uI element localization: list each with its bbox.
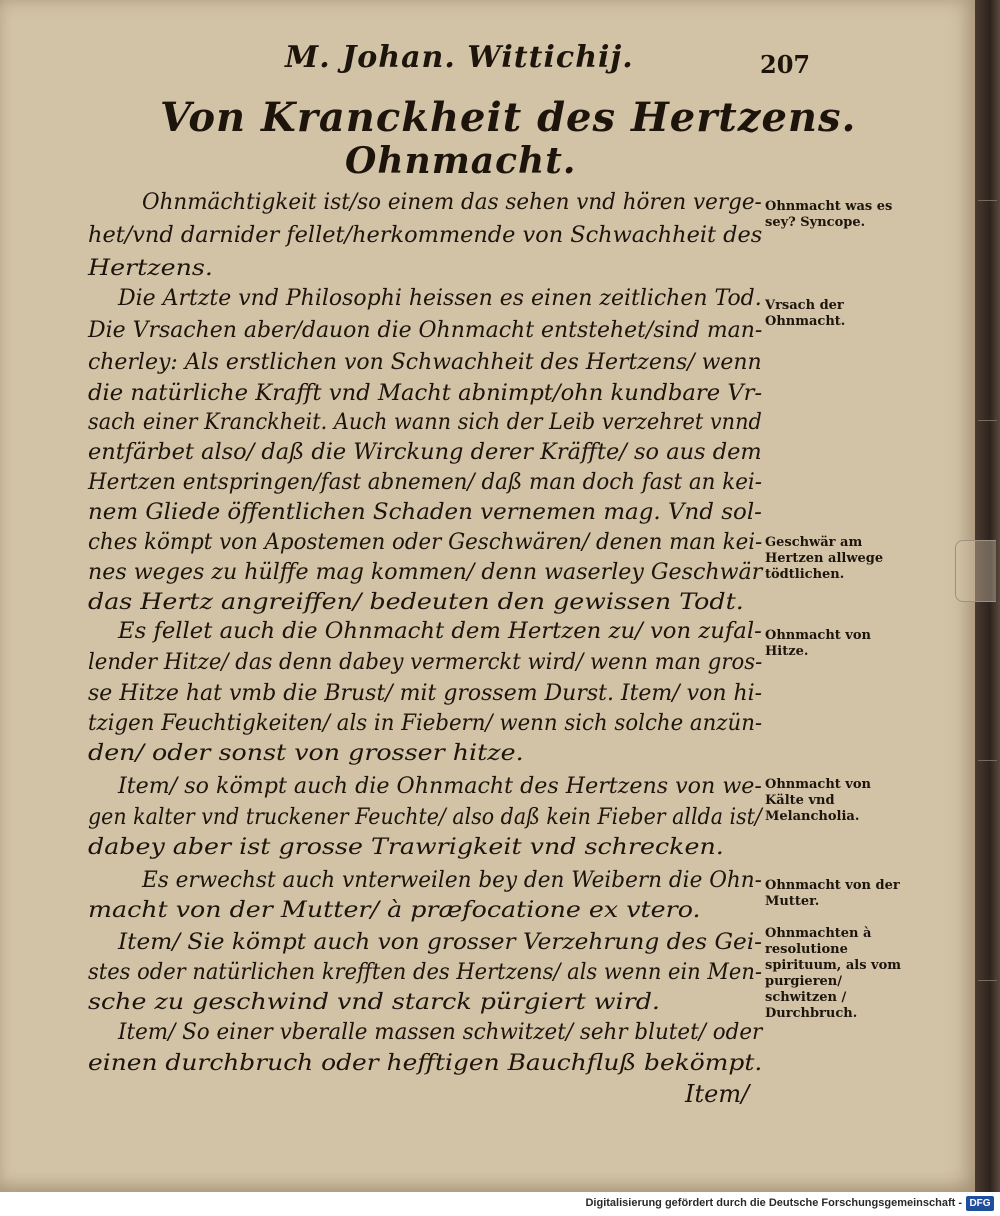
text-line: Item/ Sie kömpt auch von grosser Verzehrung des Gei- xyxy=(118,930,762,955)
margin-note: Ohnmacht von Kälte vnd Melancholia. xyxy=(765,777,871,824)
text-line: cherley: Als erstlichen von Schwachheit des Hertzens/ wenn xyxy=(88,350,762,375)
text-line: se Hitze hat vmb die Brust/ mit grossem Durst. Item/ von hi- xyxy=(88,681,763,706)
text-line: Ohnmächtigkeit ist/so einem das sehen vnd hören verge- xyxy=(142,190,762,215)
page-edge-line xyxy=(978,760,997,761)
text-line: Hertzens. xyxy=(88,256,213,281)
text-line: Es fellet auch die Ohnmacht dem Hertzen zu/ von zufal- xyxy=(118,619,762,644)
page-edge-line xyxy=(978,980,997,981)
text-line: einen durchbruch oder hefftigen Bauchfluß bekömpt. xyxy=(88,1051,763,1076)
catchword: Item/ xyxy=(685,1080,750,1108)
text-line: het/vnd darnider fellet/herkommende von Schwachheit des xyxy=(88,223,763,248)
text-line: Item/ so kömpt auch die Ohnmacht des Hertzens von we- xyxy=(118,774,762,799)
text-line: das Hertz angreiffen/ bedeuten den gewissen Todt. xyxy=(88,590,744,615)
text-line: sche zu geschwind vnd starck pürgiert wird. xyxy=(88,990,660,1015)
margin-note: Geschwär am Hertzen allwege tödtlichen. xyxy=(765,535,884,582)
footer-bar xyxy=(0,1192,1000,1216)
margin-note: Ohnmachten à resolutione spirituum, als vom purgieren/ schwitzen / Durchbruch. xyxy=(765,926,902,1021)
margin-note: Ohnmacht von Hitze. xyxy=(765,628,871,659)
text-line: macht von der Mutter/ à præfocatione ex vtero. xyxy=(88,898,701,923)
page-number: 207 xyxy=(760,50,811,79)
page-clip xyxy=(955,540,996,602)
text-line: gen kalter vnd truckener Feuchte/ also daß kein Fieber allda ist/ xyxy=(88,805,762,830)
section-title: Ohnmacht. xyxy=(345,140,577,182)
text-line: entfärbet also/ daß die Wirckung derer Kräffte/ so aus dem xyxy=(88,440,762,465)
text-line: die natürliche Krafft vnd Macht abnimpt/ohn kundbare Vr- xyxy=(88,381,763,406)
text-line: den/ oder sonst von grosser hitze. xyxy=(88,741,524,766)
margin-note: Ohnmacht von der Mutter. xyxy=(765,878,900,909)
page-edge-line xyxy=(978,200,997,201)
text-line: Item/ So einer vberalle massen schwitzet/ sehr blutet/ oder xyxy=(118,1020,763,1045)
text-line: nem Gliede öffentlichen Schaden vernemen mag. Vnd sol- xyxy=(88,500,762,525)
text-line: tzigen Feuchtigkeiten/ als in Fiebern/ wenn sich solche anzün- xyxy=(88,711,763,736)
page-edge-line xyxy=(978,420,997,421)
funding-credit: Digitalisierung gefördert durch die Deutsche Forschungsgemeinschaft - xyxy=(585,1197,962,1209)
text-line: Es erwechst auch vnterweilen bey den Weibern die Ohn- xyxy=(142,868,762,893)
text-line: Hertzen entspringen/fast abnemen/ daß man doch fast an kei- xyxy=(88,470,763,495)
text-line: Die Artzte vnd Philosophi heissen es einen zeitlichen Tod. xyxy=(118,286,762,311)
chapter-title: Von Kranckheit des Hertzens. xyxy=(160,94,857,141)
margin-note: Ohnmacht was es sey? Syncope. xyxy=(765,199,893,230)
text-line: dabey aber ist grosse Trawrigkeit vnd schrecken. xyxy=(88,835,724,860)
text-line: Die Vrsachen aber/dauon die Ohnmacht entstehet/sind man- xyxy=(88,318,763,343)
text-line: stes oder natürlichen krefften des Hertzens/ als wenn ein Men- xyxy=(88,960,762,985)
text-line: lender Hitze/ das denn dabey vermerckt wird/ wenn man gros- xyxy=(88,650,763,675)
margin-note: Vrsach der Ohnmacht. xyxy=(765,298,846,329)
text-line: ches kömpt von Apostemen oder Geschwären/ denen man kei- xyxy=(88,530,763,555)
dfg-logo[interactable]: DFG xyxy=(966,1196,994,1211)
text-line: nes weges zu hülffe mag kommen/ denn waserley Geschwär xyxy=(88,560,763,585)
text-line: sach einer Kranckheit. Auch wann sich der Leib verzehret vnnd xyxy=(88,410,762,435)
running-header: M. Johan. Wittichij. xyxy=(285,40,634,75)
